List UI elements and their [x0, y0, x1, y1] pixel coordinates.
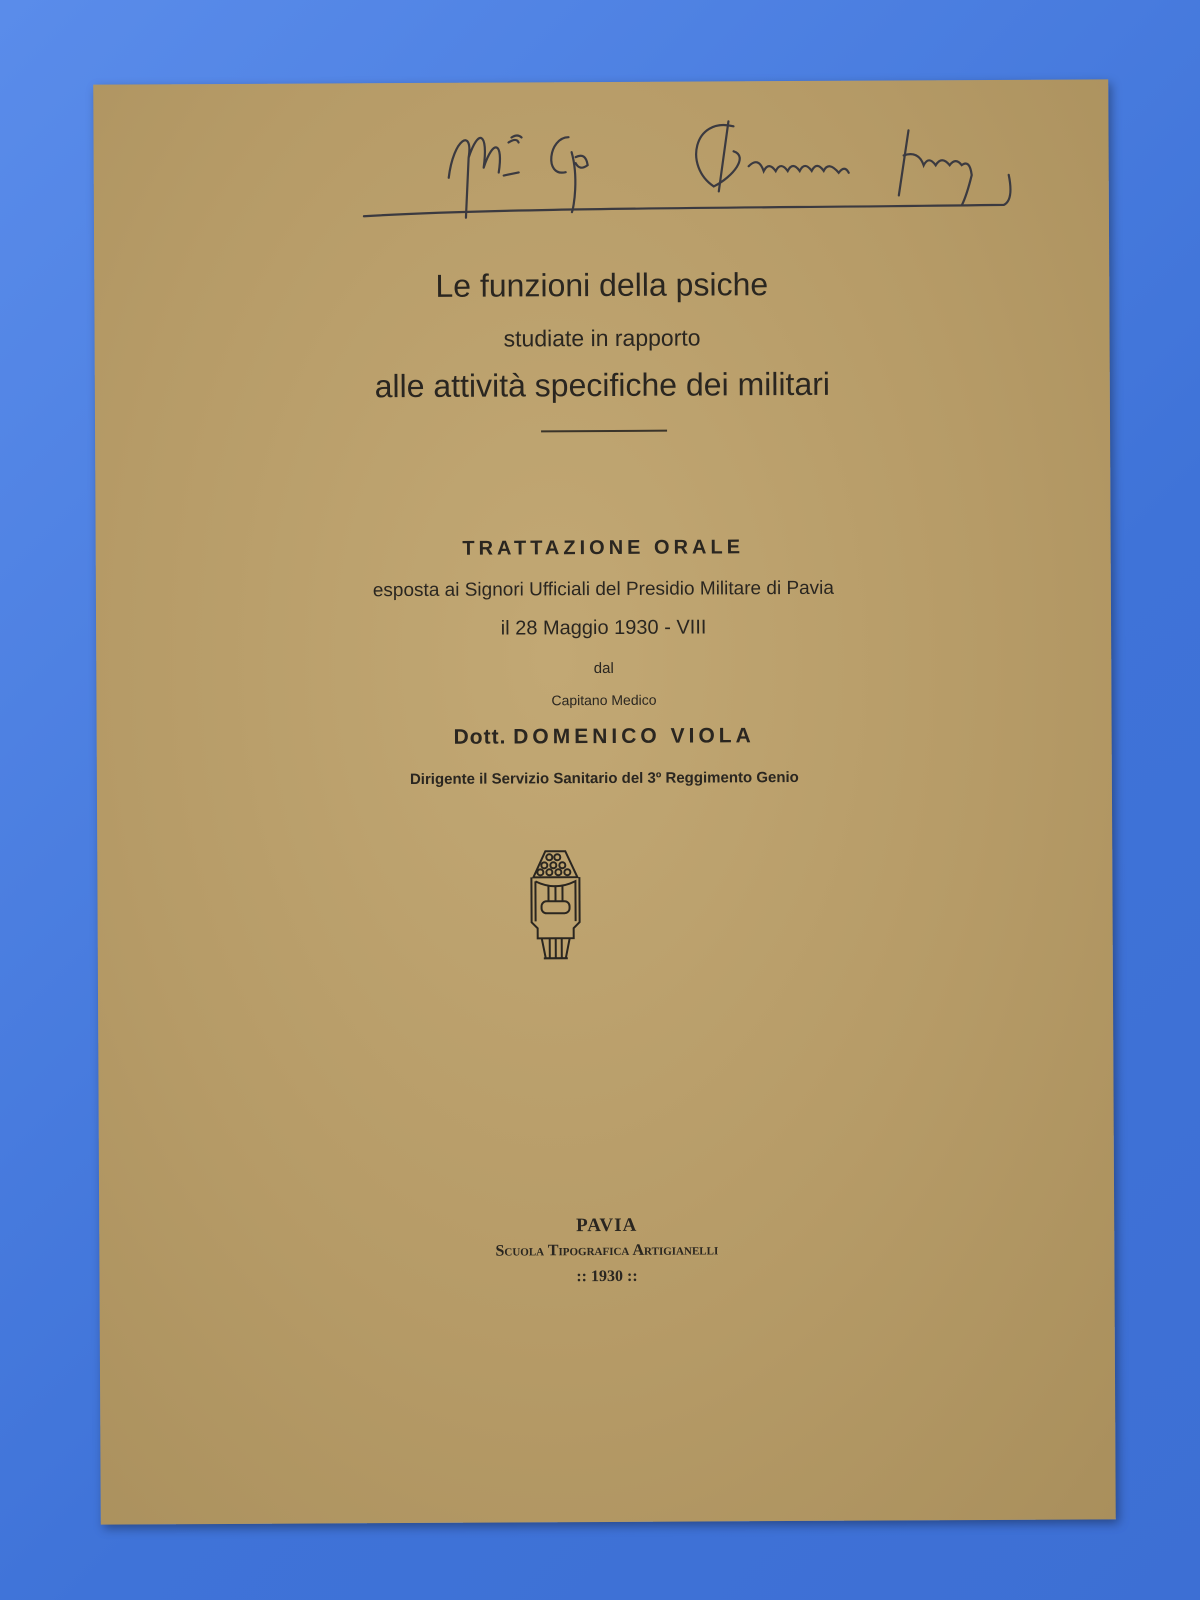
subtitle: TRATTAZIONE ORALE: [462, 536, 745, 560]
handwritten-signature: [353, 95, 1014, 228]
publication-year: :: 1930 ::: [576, 1267, 638, 1286]
author: [97, 722, 1112, 751]
grenade-emblem-icon: [527, 847, 584, 962]
booklet-cover: [93, 79, 1116, 1524]
title-line-2: studiate in rapporto: [503, 324, 701, 352]
occasion: esposta ai Signori Ufficiali del Presidio Militare di Pavia: [372, 577, 835, 602]
publisher-city: PAVIA: [576, 1214, 638, 1237]
publisher-name: Scuola Tipografica Artigianelli: [495, 1241, 719, 1260]
divider: [541, 430, 667, 433]
by-label: dal: [593, 659, 614, 678]
author-role: Dirigente il Servizio Sanitario del 3º Reggimento Genio: [409, 768, 799, 789]
title-line-1: Le funzioni della psiche: [435, 266, 769, 304]
title-line-3: alle attività specifiche dei militari: [374, 365, 831, 405]
author-name: DOMENICO VIOLA: [513, 724, 755, 749]
date: il 28 Maggio 1930 - VIII: [500, 616, 707, 640]
author-prefix: Dott.: [453, 725, 507, 749]
author-rank: Capitano Medico: [551, 691, 657, 709]
